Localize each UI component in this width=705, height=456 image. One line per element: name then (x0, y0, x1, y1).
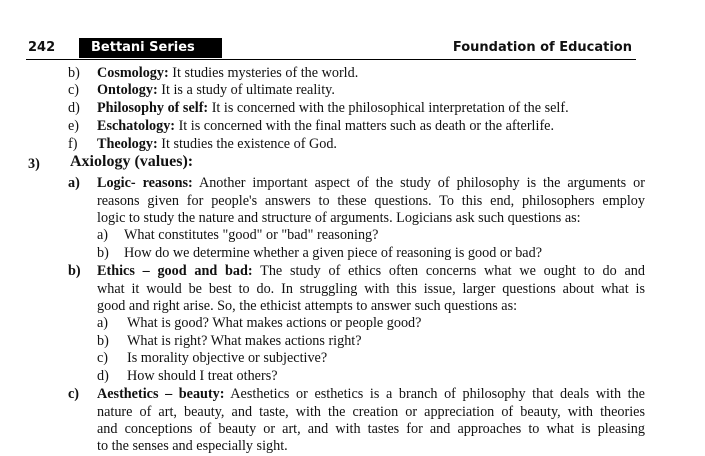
paragraph-line: good and right arise. So, the ethicist attempts to answer such questions as: (97, 298, 518, 314)
term: Cosmology: (97, 65, 169, 81)
paragraph-line: and conceptions of beauty or art, and with tastes for and approaches to what is pleasing (97, 421, 645, 437)
list-item (68, 136, 77, 153)
text: Another important aspect of the study of philosophy is the arguments or (192, 175, 645, 191)
list-item (68, 82, 79, 99)
definition: It is concerned with the final matters such as death or the afterlife. (175, 118, 555, 134)
page-number: 242 (28, 40, 56, 55)
book-title: Foundation of Education (452, 40, 632, 55)
item-label: b) (68, 263, 81, 279)
paragraph-line: what it would be best to do. In struggling with this issue, larger questions about what is (97, 281, 645, 297)
paragraph-line: nature of art, beauty, and taste, with the creation or appreciation of beauty, with theories (97, 404, 645, 420)
paragraph-line: logic to study the nature and structure of arguments. Logicians ask such questions as: (97, 210, 581, 226)
text: The study of ethics often concerns what we ought to do and (252, 263, 645, 279)
item-label: c) (68, 82, 80, 98)
paragraph-line: reasons given for people's answers to these questions. To this end, philosophers employ (97, 193, 645, 209)
item-label: d) (68, 100, 80, 116)
item-label: b) (68, 65, 80, 81)
item-label: a) (68, 175, 80, 191)
list-item-text (97, 136, 337, 153)
term: Eschatology: (97, 118, 176, 134)
question-text: How do we determine whether a given piece of reasoning is good or bad? (124, 245, 542, 261)
question-label: c) (97, 350, 109, 366)
term: Ontology: (97, 82, 158, 98)
question-text: What is good? What makes actions or people good? (127, 315, 422, 331)
term: Logic- reasons: (97, 175, 193, 191)
list-item (68, 100, 80, 117)
paragraph-line (97, 386, 645, 403)
paragraph-line (97, 175, 645, 192)
item-label: e) (68, 118, 80, 134)
section-heading: Axiology (values): (70, 153, 194, 170)
text: Aesthetics or esthetics is a branch of philosophy that deals with the (224, 386, 645, 402)
question-text: Is morality objective or subjective? (127, 350, 328, 366)
list-item (68, 118, 79, 135)
question-label: b) (97, 245, 109, 261)
question-label: d) (97, 368, 109, 384)
paragraph-line: to the senses and especially sight. (97, 438, 288, 454)
definition: It studies mysteries of the world. (168, 65, 359, 81)
list-item-text (97, 82, 335, 99)
list-item-text (97, 118, 554, 135)
list-item (68, 65, 80, 82)
series-label: Bettani Series (79, 38, 222, 58)
section-number: 3) (28, 156, 40, 172)
paragraph-line (97, 263, 645, 280)
term: Ethics – good and bad: (97, 263, 253, 279)
term: Aesthetics – beauty: (97, 386, 225, 402)
term: Theology: (97, 136, 158, 152)
question-label: a) (97, 227, 109, 243)
definition: It is concerned with the philosophical interpretation of the self. (208, 100, 569, 116)
page-header (26, 38, 636, 60)
list-item-text (97, 65, 358, 82)
list-item-text (97, 100, 569, 117)
question-text: What constitutes "good" or "bad" reasoning? (124, 227, 379, 243)
question-label: a) (97, 315, 109, 331)
question-text: What is right? What makes actions right? (127, 333, 362, 349)
term: Philosophy of self: (97, 100, 209, 116)
definition: It is a study of ultimate reality. (157, 82, 335, 98)
definition: It studies the existence of God. (157, 136, 337, 152)
item-label: f) (68, 136, 78, 152)
question-label: b) (97, 333, 109, 349)
item-label: c) (68, 386, 80, 402)
question-text: How should I treat others? (127, 368, 278, 384)
